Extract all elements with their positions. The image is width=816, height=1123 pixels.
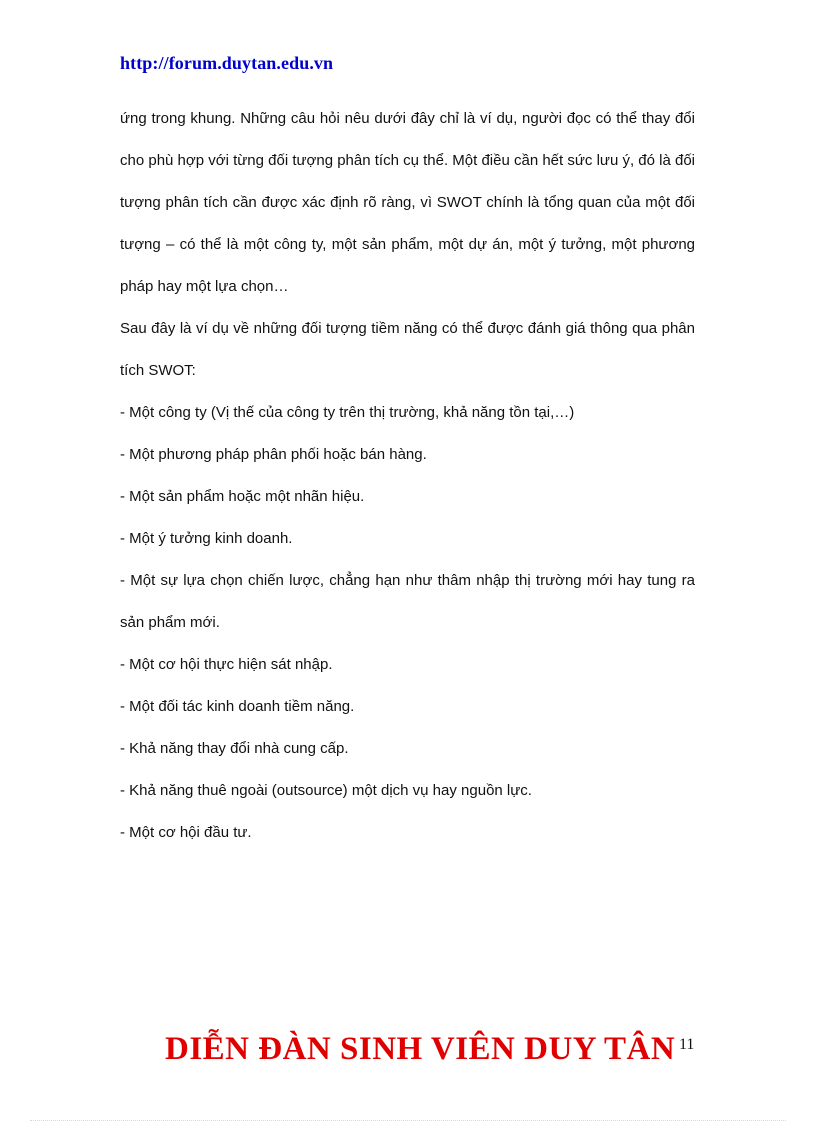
list-item: - Một sản phẩm hoặc một nhãn hiệu. [120,488,365,505]
list-item: - Một sự lựa chọn chiến lược, chẳng hạn như thâm nhập thị trường mới hay tung ra sản phẩm mới. [120,572,695,631]
list-item: - Một phương pháp phân phối hoặc bán hàng. [120,446,427,463]
list-item: - Một ý tưởng kinh doanh. [120,530,293,547]
list-item: - Một công ty (Vị thế của công ty trên thị trường, khả năng tồn tại,…) [120,404,575,421]
footer-forum-title: DIỄN ĐÀN SINH VIÊN DUY TÂN [165,1031,676,1067]
forum-url-link[interactable]: http://forum.duytan.edu.vn [120,53,334,73]
lead-paragraph: Sau đây là ví dụ về những đối tượng tiềm năng có thể được đánh giá thông qua phân tích SWOT: [120,320,695,379]
list-item: - Một cơ hội đầu tư. [120,824,252,841]
list-item: - Một cơ hội thực hiện sát nhập. [120,656,333,673]
list-item: - Khả năng thay đổi nhà cung cấp. [120,740,349,757]
page-bottom-divider [30,1120,786,1121]
list-item: - Một đối tác kinh doanh tiềm năng. [120,698,355,715]
intro-paragraph: ứng trong khung. Những câu hỏi nêu dưới đây chỉ là ví dụ, người đọc có thể thay đổi cho phù hợp với từng đối tượng phân tích cụ thể. Một điều cần hết sức lưu ý, đó là đối tượng phân tích cần được xác định rõ ràng, vì SWOT chính là tổng quan của một đối tượng – có thể là một công ty, một sản phẩm, một dự án, một ý tưởng, một phương pháp hay một lựa chọn… [120,110,696,295]
page-number: 11 [679,1036,695,1053]
list-item: - Khả năng thuê ngoài (outsource) một dịch vụ hay nguồn lực. [120,782,532,799]
document-body [120,98,695,854]
